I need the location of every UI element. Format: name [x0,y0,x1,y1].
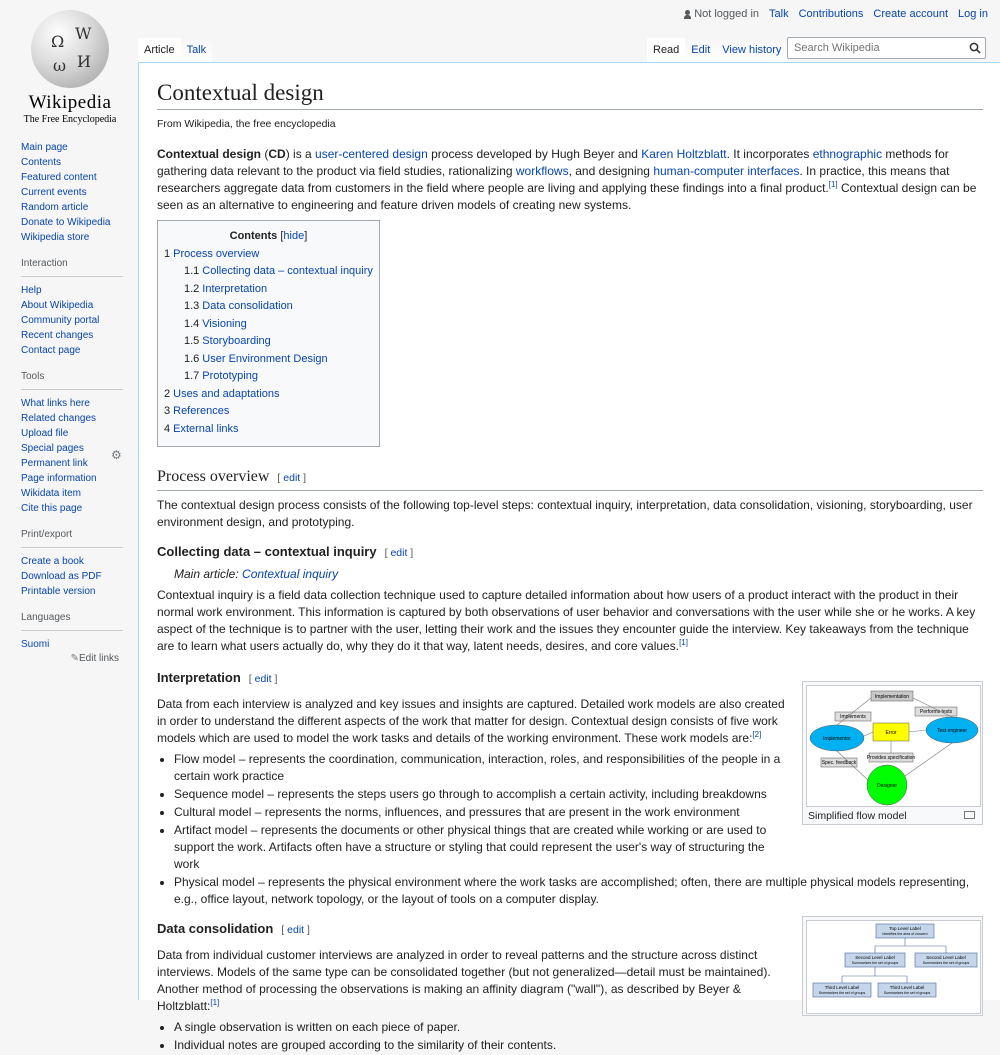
heading-text: Collecting data – contextual inquiry [157,544,377,559]
edit-links[interactable] [21,653,119,664]
sidebar-item-recent-changes[interactable]: Recent changes [21,330,94,341]
diagram-label-second-1: Second Level Label [855,955,895,960]
edit-links-label: Edit links [78,653,119,664]
list-item: • Individual notes are grouped according to the similarity of their contents. [174,1037,777,1054]
toc-hide: [hide] [280,230,308,242]
toc-num: 3 [164,405,171,417]
toc-item[interactable] [164,421,373,439]
diagram-label-spec-feedback: Spec. feedback [821,760,857,766]
link-user-centered-design[interactable]: user-centered design [315,147,428,161]
edit-section: [ edit ] [248,673,278,685]
sidebar-item-contents[interactable]: Contents [21,157,62,168]
sidebar-tools [21,368,138,516]
toc-link[interactable]: Data consolidation [202,300,293,312]
edit-section: [ edit ] [277,472,307,484]
sidebar-item-printable-version[interactable]: Printable version [21,586,96,597]
hatnote-link[interactable]: Contextual inquiry [242,567,339,581]
toc-link[interactable]: References [173,405,230,417]
diagram-label-second-2: Second Level Label [926,955,966,960]
toc-num: 1.2 [184,282,200,295]
tab-read[interactable]: Read [647,38,685,63]
sidebar-item-page-information[interactable]: Page information [21,473,97,484]
edit-section: [ edit ] [384,547,414,559]
heading-text: Process overview [157,468,270,485]
toc-item[interactable] [164,368,373,386]
toc-num: 1 [164,247,171,260]
sidebar-item-upload-file[interactable]: Upload file [21,428,69,439]
sidebar-item-main-page[interactable]: Main page [21,142,68,153]
toc-num: 1.1 [184,265,200,277]
toc-item[interactable] [164,316,373,334]
gear-icon[interactable]: ⚙ [111,448,122,462]
reference-link[interactable]: [1] [828,180,838,189]
view-tabs [647,38,787,63]
intro-text: ( [261,147,269,161]
intro-paragraph [157,146,983,214]
sidebar-item-cite-this-page[interactable]: Cite this page [21,503,83,514]
logo-tagline: The Free Encyclopedia [23,114,117,125]
puzzle-globe-icon: Ω W И ω [31,10,109,88]
login-link[interactable]: Log in [958,8,988,20]
toc-link[interactable]: User Environment Design [202,352,328,365]
edit-section-link[interactable]: edit [283,472,301,484]
toc-title-label: Contents [229,230,278,242]
toc-item[interactable] [164,281,373,299]
diagram-label-implementor: Implementor [823,736,851,742]
collecting-text [157,587,983,655]
sidebar-item-current-events[interactable]: Current events [21,187,87,198]
sidebar-item-related-changes[interactable]: Related changes [21,413,97,424]
flow-model-image[interactable] [806,685,981,807]
consolidation-text-body: Data from individual customer interviews are analyzed in order to reveal patterns and the structure across distinct interviews. Models of the same type can be consolidated together (but not generalized—detail must be maintained). Another method of processing the observations is making an affinity diagram ("wall"), as described by Beyer & Holtzblatt: [157,948,771,1013]
toc-link[interactable]: Process overview [173,247,260,260]
diagram-label-third-1: Third Level Label [824,985,860,990]
edit-section-link[interactable]: edit [287,924,305,936]
page-title: Contextual design [157,79,983,110]
sidebar-languages [21,609,138,664]
consolidation-text [157,947,777,1015]
diagram-label-error: Error [885,730,897,736]
toc-num: 1.5 [184,335,200,347]
personal-tools [684,8,988,20]
edit-section-link[interactable]: edit [390,547,408,559]
interpretation-text-body: Data from each interview is analyzed and key issues and insights are captured. Detailed work models are also created in order to understand the different aspects of the work that matter for design. Contextual design consists of five work models which are used to model the work tasks and details of the working environment. These work models are: [157,697,785,745]
link-hci[interactable]: human-computer interfaces [653,164,800,178]
intro-text: . It incorporates [726,147,813,161]
toc-num: 2 [164,387,171,400]
sidebar-item-random-article[interactable]: Random article [21,202,89,213]
not-logged-in [684,8,759,20]
list-item: • Flow model – represents the coordination, communication, interaction, roles, and responsibilities of the people in a certain work practice [174,751,784,785]
interpretation-body [157,696,787,747]
toc-item[interactable] [164,298,373,316]
pencil-icon: ✎ [70,653,79,664]
heading-text: Data consolidation [157,921,274,936]
toc-item[interactable] [164,333,373,351]
interpretation-text [157,696,787,747]
intro-text: Contextual design can be seen as an alternative to engineering and feature driven models of creating new systems. [157,181,977,212]
sidebar [0,140,138,674]
link-workflows[interactable]: workflows [515,164,569,178]
toc-num: 1.4 [184,317,200,330]
sidebar-heading-languages: Languages [21,609,123,631]
toc-link[interactable]: Storyboarding [202,335,271,347]
logo-wordmark: Wikipedia [28,92,112,113]
diagram-label-top-sub: Identifies the area of concern [882,932,928,936]
toc-link[interactable]: Interpretation [202,282,268,295]
not-logged-in-label: Not logged in [694,8,760,20]
contributions-link[interactable]: Contributions [798,8,864,20]
user-icon [684,10,691,19]
list-item: • Artifact model – represents the documents or other physical things that are created while working or are used to support the work. Artifacts often have a structure or styling that could represent the user's way of structuring the work [174,822,784,873]
search-icon[interactable] [969,42,981,54]
diagram-label-third-2: Third Level Label [889,985,925,990]
diagram-label-test-engineer: Test engineer [936,728,968,734]
diagram-label-implements: Implements [840,714,866,720]
toc-link[interactable]: Prototyping [202,370,258,382]
sidebar-item-about[interactable]: About Wikipedia [21,300,94,311]
diagram-label-provides-spec: Provides specification [866,755,916,761]
sidebar-item-what-links-here[interactable]: What links here [21,398,90,409]
toc-hide-button[interactable]: hide [283,230,305,242]
link-ethnographic[interactable]: ethnographic [812,147,883,161]
diagram-label-third-sub-1: Summarizes the set of groups [818,991,866,995]
edit-section: [ edit ] [281,924,310,936]
sidebar-item-create-book[interactable]: Create a book [21,556,84,567]
sidebar-interaction [21,255,138,358]
sidebar-item-featured-content[interactable]: Featured content [21,172,97,183]
thumbnail-flow-model [802,681,983,825]
intro-text: process developed by Hugh Beyer and [427,147,642,161]
thumbnail-caption [806,807,979,822]
toc-num: 4 [164,422,171,435]
sidebar-item-donate[interactable]: Donate to Wikipedia [21,217,111,228]
sidebar-heading-interaction: Interaction [21,255,123,277]
intro-text: methods for gathering data relevant to the product via field studies, rationalizing [157,147,949,178]
intro-text: ) is a [285,147,316,161]
toc-item[interactable] [164,386,373,404]
toc-num: 1.7 [184,370,200,382]
sidebar-item-store[interactable]: Wikipedia store [21,232,90,243]
reference-link[interactable]: [1] [679,638,688,647]
list-item: • Sequence model – represents the steps users go through to accomplish a certain activity, including breakdowns [174,786,784,803]
sidebar-heading-tools: Tools [21,368,123,390]
sidebar-item-help[interactable]: Help [21,285,42,296]
toc-item[interactable] [164,403,373,421]
hatnote-prefix: Main article: [174,567,243,581]
heading-text: Interpretation [157,670,241,685]
namespace-tabs [138,38,212,63]
affinity-list [157,1019,777,1054]
toc-num: 1.3 [184,300,200,312]
toc-item[interactable] [164,263,373,281]
toc-link[interactable]: Collecting data – contextual inquiry [202,265,373,277]
toc-link[interactable]: Uses and adaptations [173,387,280,400]
search-box [787,37,986,59]
diagram-label-top: Top Level Label [889,926,921,931]
list-item: • A single observation is written on each piece of paper. [174,1019,777,1036]
search-input[interactable] [792,41,966,55]
table-of-contents [157,220,380,447]
process-overview-text: The contextual design process consists of the following top-level steps: contextual inquiry, interpretation, data consolidation, visioning, storyboarding, user environment design, and prototyping. [157,498,973,529]
list-item: • Cultural model – represents the norms, influences, and pressures that are present in the work environment [174,804,784,821]
collecting-text-body: Contextual inquiry is a field data collection technique used to capture detailed information about how users of a product interact with the product in their normal work environment. This information is captured by both observations of user behavior and conversations with the user while she or he works. A key aspect of the technique is to partner with the user, letting their work and the issues they encounter guide the interview. Key takeaways from the technique are to learn what users actually do, why they do it that way, latent needs, desires, and core values. [157,588,976,653]
intro-bold-title: Contextual design [157,147,262,161]
tab-view-history[interactable]: View history [716,38,787,63]
diagram-label-second-sub-2: Summarizes the set of groups [922,961,970,965]
sidebar-heading-print-export: Print/export [21,526,123,548]
create-account-link[interactable]: Create account [873,8,949,20]
link-karen-holtzblatt[interactable]: Karen Holtzblatt [641,147,727,161]
talk-link[interactable]: Talk [769,8,789,20]
sidebar-item-contact-page[interactable]: Contact page [21,345,81,356]
sidebar-item-suomi[interactable]: Suomi [21,639,50,650]
thumbnail-affinity-diagram [802,916,983,1016]
affinity-diagram-image[interactable] [806,920,981,1014]
intro-bold-abbr: CD [268,147,286,161]
sidebar-item-download-pdf[interactable]: Download as PDF [21,571,102,582]
toc-item[interactable] [164,351,373,369]
list-item: • Physical model – represents the physical environment where the work tasks are accomplished; often, there are multiple physical models representing, e.g., office layout, network topology, or the layout of tools on a computer display. [174,874,983,908]
hatnote [157,566,983,583]
tab-talk[interactable]: Talk [181,38,213,63]
diagram-label-third-sub-2: Summarizes the set of groups [883,991,931,995]
toc-link[interactable]: External links [173,422,239,435]
sidebar-item-special-pages[interactable]: Special pages [21,443,84,454]
thumbnail-caption-text: Simplified flow model [808,810,907,822]
consolidation-body [157,947,777,1054]
toc-num: 1.6 [184,352,200,365]
tab-article[interactable]: Article [138,38,181,63]
reference-link[interactable]: [1] [210,998,220,1007]
diagram-label-designer: Designer [876,783,898,789]
wikipedia-logo[interactable] [20,10,120,125]
section-heading-collecting-data [157,543,983,562]
content-area [138,62,1000,1052]
enlarge-icon[interactable] [964,811,975,819]
reference-link[interactable]: [2] [752,730,762,739]
tab-edit[interactable]: Edit [685,38,716,63]
flow-model-diagram [807,686,980,806]
sidebar-print-export [21,526,138,599]
toc-title [164,228,373,246]
diagram-label-second-sub-1: Summarizes the set of groups [851,961,899,965]
diagram-label-performs-tests: Performs tests [919,709,953,715]
sidebar-navigation [21,140,138,245]
sidebar-item-permanent-link[interactable]: Permanent link [21,458,88,469]
sidebar-item-wikidata-item[interactable]: Wikidata item [21,488,82,499]
affinity-diagram [807,921,980,1013]
toc-item[interactable] [164,246,373,264]
toc-link[interactable]: Visioning [202,317,247,330]
edit-section-link[interactable]: edit [254,673,272,685]
diagram-label-implementation: Implementation [874,694,910,700]
section-heading-process-overview [157,467,983,491]
intro-text: . In practice, this means that researchers aggregate data from customers in the field where people are living and applying these findings into a final product. [157,164,950,195]
site-sub: From Wikipedia, the free encyclopedia [157,118,336,130]
sidebar-item-community-portal[interactable]: Community portal [21,315,100,326]
intro-text: , and designing [568,164,654,178]
